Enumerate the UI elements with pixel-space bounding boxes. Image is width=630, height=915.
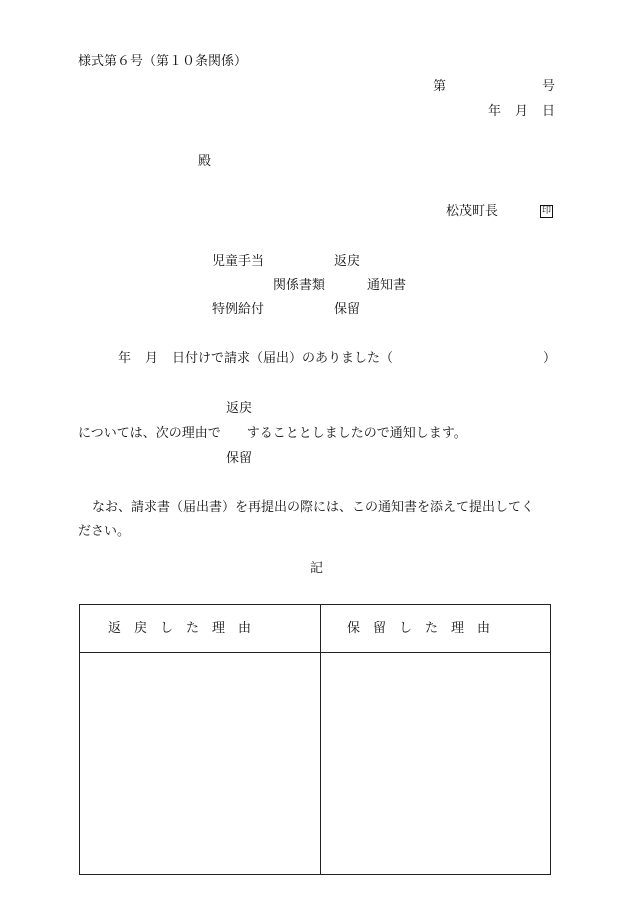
request-text: 日付けで請求（届出）のありました（ (172, 351, 394, 366)
table-cell-horyu-reason[interactable] (321, 653, 550, 874)
subject-tokurei-kyufu: 特例給付 (212, 302, 265, 317)
reason-table (79, 604, 551, 875)
sender-title: 松茂町長 (446, 204, 499, 219)
subject-jido-teate: 児童手当 (212, 254, 265, 269)
request-year: 年 (118, 351, 132, 366)
table-header-henrei-reason: 返 戻 し た 理 由 (108, 621, 252, 636)
number-go: 号 (542, 79, 556, 94)
number-dai: 第 (433, 79, 447, 94)
addressee-suffix: 殿 (198, 154, 212, 169)
date-year: 年 (488, 104, 502, 119)
request-close-paren: ） (543, 351, 557, 366)
table-cell-henrei-reason[interactable] (80, 653, 320, 874)
request-month: 月 (145, 351, 159, 366)
subject-henrei: 返戻 (334, 254, 361, 269)
date-day: 日 (542, 104, 556, 119)
ki-heading: 記 (310, 561, 324, 576)
seal-mark: 印 (541, 206, 551, 216)
subject-tsuchisho: 通知書 (367, 278, 407, 293)
reason-main-text: については、次の理由で することとしましたので通知します。 (78, 426, 467, 441)
reason-horyu: 保留 (226, 451, 253, 466)
date-month: 月 (515, 104, 529, 119)
reason-henrei: 返戻 (226, 401, 253, 416)
table-header-horyu-reason: 保 留 し た 理 由 (347, 621, 491, 636)
form-label: 様式第６号（第１０条関係） (78, 54, 248, 69)
notice-line-2: ださい。 (78, 524, 131, 539)
subject-horyu: 保留 (334, 302, 361, 317)
subject-kankei-shorui: 関係書類 (273, 278, 326, 293)
notice-line-1: なお、請求書（届出書）を再提出の際には、この通知書を添えて提出してく (92, 500, 535, 515)
